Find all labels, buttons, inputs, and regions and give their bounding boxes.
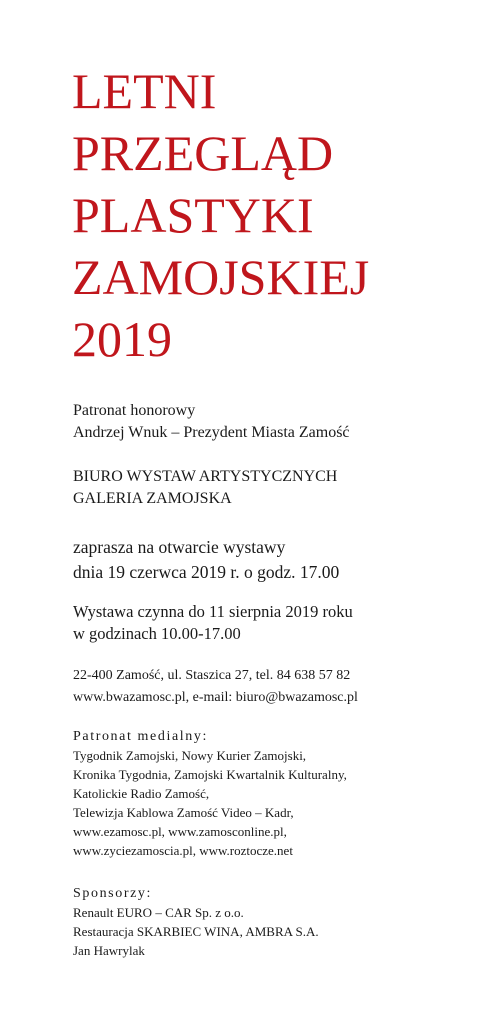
- address: 22-400 Zamość, ul. Staszica 27, tel. 84 638 57 82: [73, 668, 351, 683]
- media-line: www.ezamosc.pl, www.zamosconline.pl,: [73, 824, 287, 839]
- sponsor-line: Renault EURO – CAR Sp. z o.o.: [73, 905, 244, 920]
- exhibition-end-date: Wystawa czynna do 11 sierpnia 2019 roku: [73, 602, 353, 621]
- patronage-label: Patronat honorowy: [73, 402, 196, 419]
- page-title: [72, 60, 369, 370]
- organizer-name: BIURO WYSTAW ARTYSTYCZNYCH: [73, 468, 338, 485]
- media-line: www.zyciezamoscia.pl, www.roztocze.net: [73, 843, 293, 858]
- media-line: Telewizja Kablowa Zamość Video – Kadr,: [73, 805, 294, 820]
- media-line: Katolickie Radio Zamość,: [73, 786, 210, 801]
- sponsors: [73, 884, 319, 960]
- gallery-name: GALERIA ZAMOJSKA: [73, 490, 232, 507]
- organizer: [73, 466, 337, 510]
- web-and-email: www.bwazamosc.pl, e-mail: biuro@bwazamosc.pl: [73, 690, 358, 705]
- title-line: ZAMOJSKIEJ: [72, 249, 370, 305]
- media-line: Kronika Tygodnia, Zamojski Kwartalnik Kulturalny,: [73, 767, 347, 782]
- exhibition-hours: [73, 601, 353, 645]
- title-line: 2019: [72, 311, 172, 367]
- contact-info: [73, 665, 358, 709]
- media-line: Tygodnik Zamojski, Nowy Kurier Zamojski,: [73, 748, 307, 763]
- sponsor-line: Jan Hawrylak: [73, 943, 145, 958]
- sponsors-heading: Sponsorzy:: [73, 886, 152, 901]
- invitation-line: zaprasza na otwarcie wystawy: [73, 537, 286, 557]
- invitation-text: [73, 535, 339, 585]
- media-patronage: [73, 727, 347, 860]
- sponsor-line: Restauracja SKARBIEC WINA, AMBRA S.A.: [73, 924, 319, 939]
- opening-hours: w godzinach 10.00-17.00: [73, 624, 241, 643]
- title-line: PRZEGLĄD: [72, 125, 334, 181]
- patronage-person: Andrzej Wnuk – Prezydent Miasta Zamość: [73, 424, 350, 441]
- media-heading: Patronat medialny:: [73, 729, 208, 744]
- title-line: PLASTYKI: [72, 187, 314, 243]
- title-line: LETNI: [72, 63, 217, 119]
- opening-date: dnia 19 czerwca 2019 r. o godz. 17.00: [73, 562, 340, 582]
- honorary-patronage: [73, 400, 350, 444]
